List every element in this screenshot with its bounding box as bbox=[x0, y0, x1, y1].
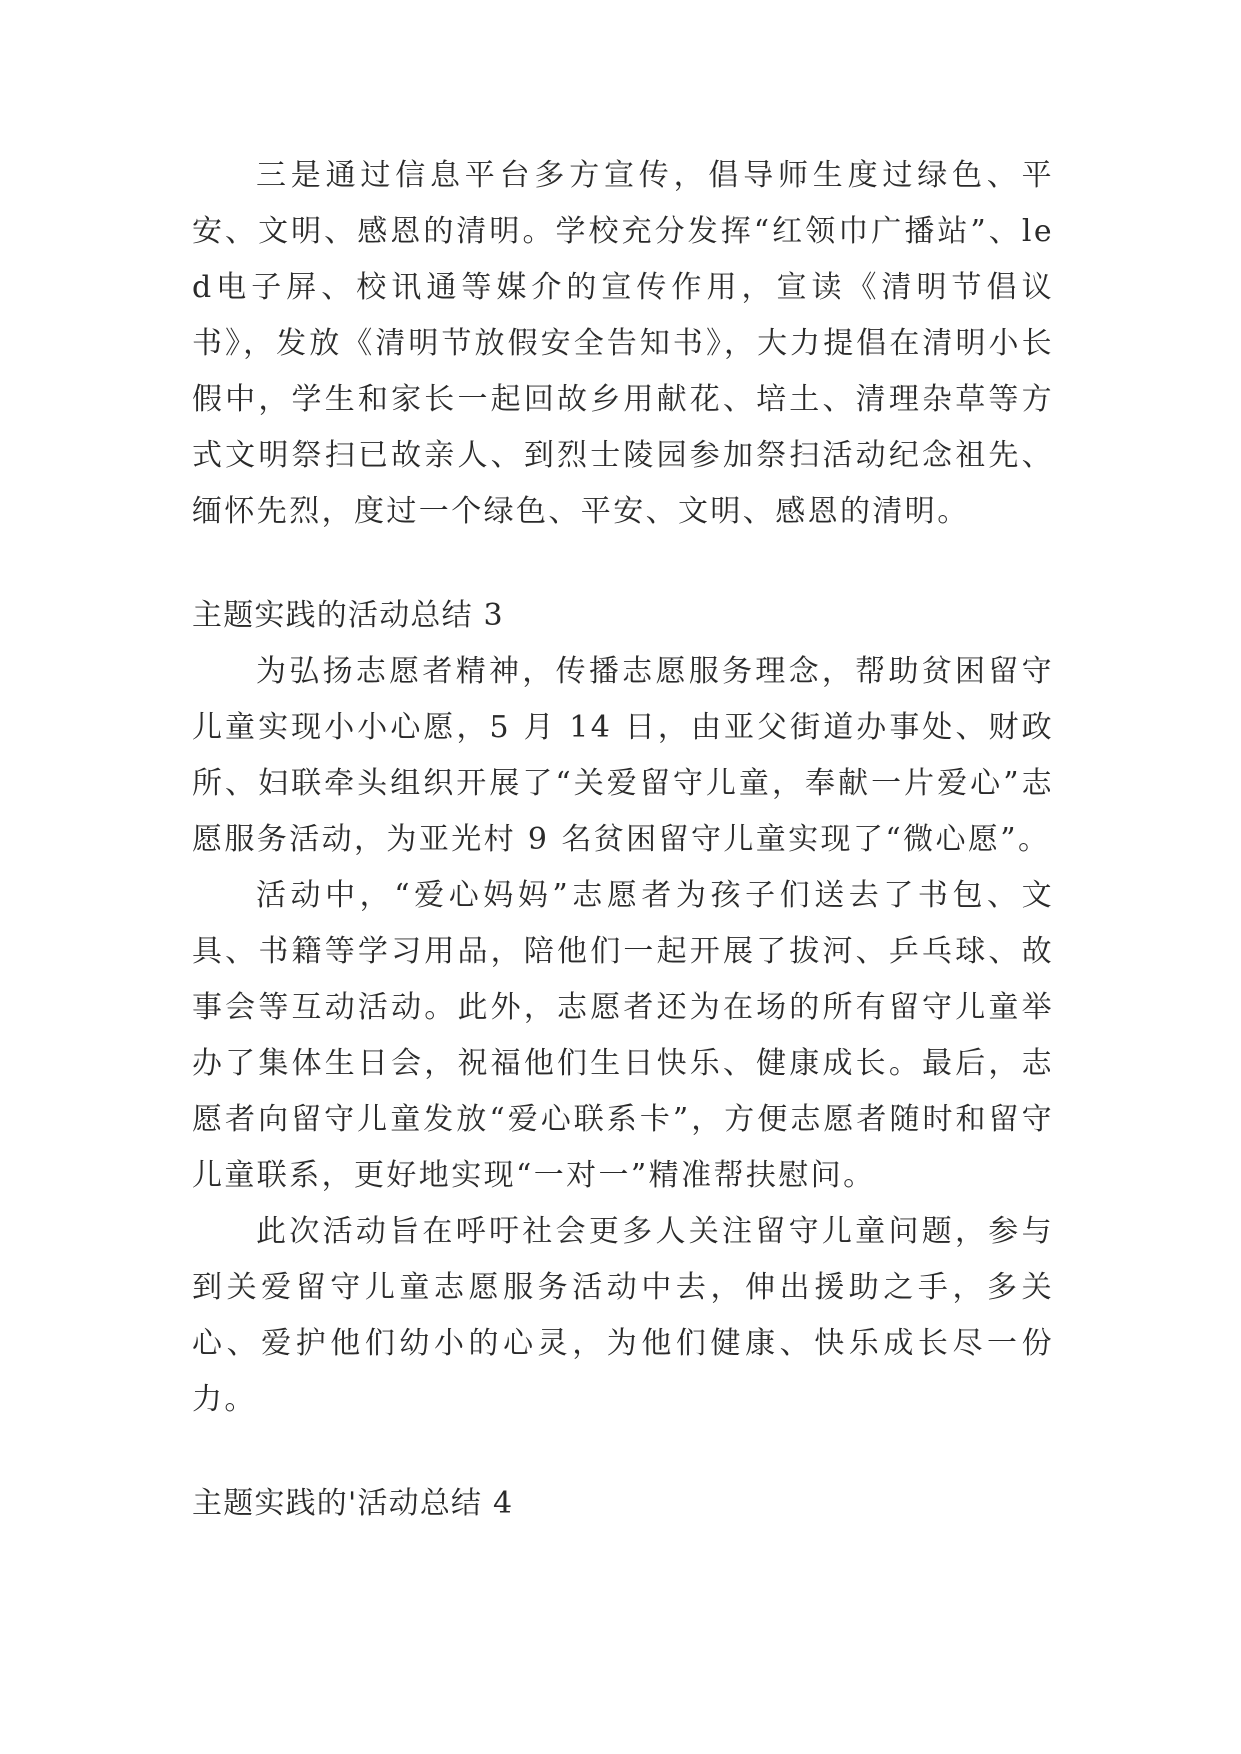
paragraph-publicity: 三是通过信息平台多方宣传，倡导师生度过绿色、平安、文明、感恩的清明。学校充分发挥“红领巾广播站”、led电子屏、校讯通等媒介的宣传作用，宣读《清明节倡议书》，发放《清明节放假安全告知书》，大力提倡在清明小长假中，学生和家长一起回故乡用献花、培土、清理杂草等方式文明祭扫已故亲人、到烈士陵园参加祭扫活动纪念祖先、缅怀先烈，度过一个绿色、平安、文明、感恩的清明。 bbox=[192, 158, 1054, 529]
paragraph-volunteer-intro: 为弘扬志愿者精神，传播志愿服务理念，帮助贫困留守儿童实现小小心愿，5 月 14 日，由亚父街道办事处、财政所、妇联牵头组织开展了“关爱留守儿童，奉献一片爱心”志愿服务活动，为亚光村 9 名贫困留守儿童实现了“微心愿”。 bbox=[192, 654, 1054, 857]
paragraph-activity-details: 活动中，“爱心妈妈”志愿者为孩子们送去了书包、文具、书籍等学习用品，陪他们一起开展了拔河、乒乓球、故事会等互动活动。此外，志愿者还为在场的所有留守儿童举办了集体生日会，祝福他们生日快乐、健康成长。最后，志愿者向留守儿童发放“爱心联系卡”，方便志愿者随时和留守儿童联系，更好地实现“一对一”精准帮扶慰问。 bbox=[192, 878, 1054, 1193]
paragraph-activity-purpose: 此次活动旨在呼吁社会更多人关注留守儿童问题，参与到关爱留守儿童志愿服务活动中去，伸出援助之手，多关心、爱护他们幼小的心灵，为他们健康、快乐成长尽一份力。 bbox=[192, 1214, 1054, 1417]
section-heading-3: 主题实践的活动总结 3 bbox=[192, 598, 504, 633]
section-spacer bbox=[192, 1428, 1054, 1476]
document-body bbox=[192, 148, 1054, 1532]
section-spacer bbox=[192, 540, 1054, 588]
section-heading-4: 主题实践的'活动总结 4 bbox=[192, 1486, 514, 1521]
